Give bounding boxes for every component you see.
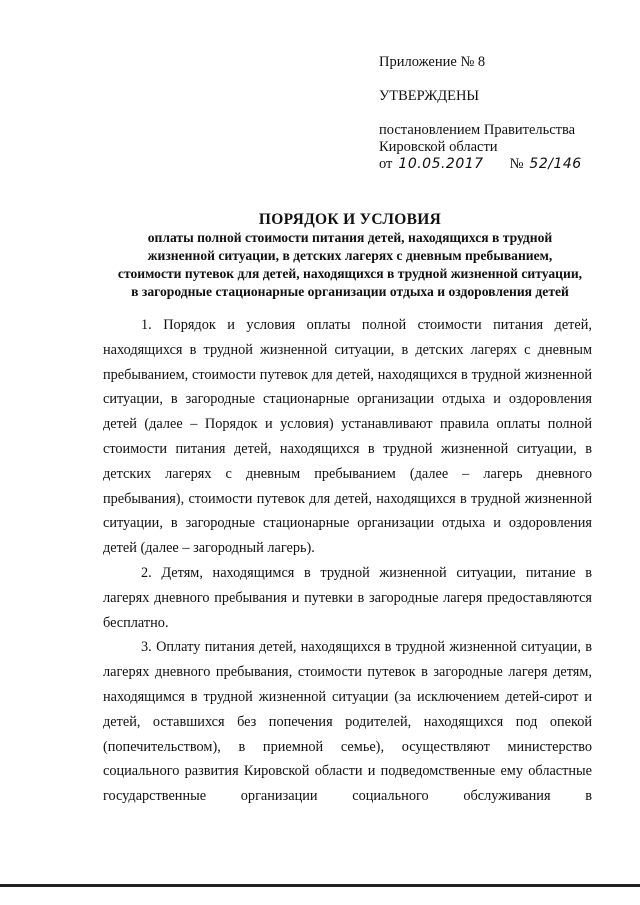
resolution-line-1: постановлением Правительства xyxy=(379,122,576,138)
approved-label: УТВЕРЖДЕНЫ xyxy=(379,88,480,104)
handwritten-number: 52/146 xyxy=(529,156,582,172)
title-sub-line-3: стоимости путевок для детей, находящихся в трудной жизненной ситуации, xyxy=(117,266,583,281)
paragraph-1: 1. Порядок и условия оплаты полной стоимости питания детей, находящихся в трудной жизненной ситуации, в детских лагерях с дневным пребыванием, стоимости путевок для детей, находящихся в трудной жизненной ситуации, в загородные стационарные организации отдыха и оздоровления детей (далее – Порядок и условия) устанавливают правила оплаты полной стоимости питания детей, находящихся в трудной жизненной ситуации, в детских лагерях с дневным пребыванием (далее – лагерь дневного пребывания), стоимости путевок для детей, находящихся в трудной жизненной ситуации, в загородные стационарные организации отдыха и оздоровления детей (далее – загородный лагерь). xyxy=(103,317,592,557)
date-prefix: от xyxy=(379,156,393,172)
date-number-line xyxy=(379,156,619,173)
resolution-line-2: Кировской области xyxy=(379,139,498,155)
appendix-label: Приложение № 8 xyxy=(379,54,486,70)
title-sub-line-1: оплаты полной стоимости питания детей, находящихся в трудной xyxy=(147,230,553,245)
handwritten-date: 10.05.2017 xyxy=(398,156,484,172)
document-body xyxy=(103,313,592,809)
document-title xyxy=(96,210,604,301)
approval-block xyxy=(379,54,619,173)
page-bottom-edge xyxy=(0,884,640,887)
number-label: № xyxy=(509,156,524,172)
title-main: ПОРЯДОК И УСЛОВИЯ xyxy=(258,211,442,228)
title-sub-line-4: в загородные стационарные организации отдыха и оздоровления детей xyxy=(131,284,569,299)
paragraph-2: 2. Детям, находящимся в трудной жизненной ситуации, питание в лагерях дневного пребывания и путевки в загородные лагеря предоставляются бесплатно. xyxy=(103,564,592,631)
paragraph-3: 3. Оплату питания детей, находящихся в трудной жизненной ситуации, в лагерях дневного пребывания, стоимости путевок в загородные лагеря детям, находящимся в трудной жизненной ситуации (за исключением детей-сирот и детей, оставшихся без попечения родителей, находящихся под опекой (попечительством), в приемной семье), осуществляют министерство социального развития Кировской области и подведомственные ему областные государственные организации социального обслуживания в xyxy=(103,639,592,805)
title-sub-line-2: жизненной ситуации, в детских лагерях с дневным пребыванием, xyxy=(147,248,553,263)
